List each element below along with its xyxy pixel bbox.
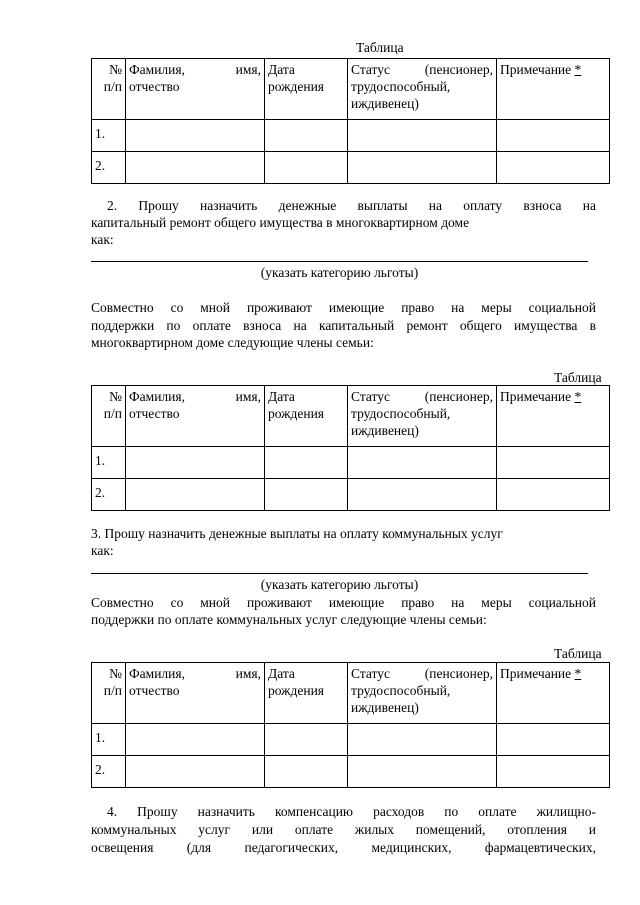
table-1-caption: Таблица (356, 40, 404, 55)
table-row: 1. (92, 120, 610, 152)
family-table-1 (91, 58, 610, 184)
footnote-link[interactable]: * (574, 62, 582, 77)
name-cell[interactable] (126, 152, 265, 184)
dob-cell[interactable] (265, 120, 348, 152)
header-status: Статус (пенсионер, трудоспособный, иждивенец) (348, 59, 497, 120)
table-row: 2. (92, 152, 610, 184)
name-cell[interactable] (126, 447, 265, 479)
benefit-category-field-3[interactable] (91, 573, 588, 574)
dob-cell[interactable] (265, 756, 348, 788)
name-cell[interactable] (126, 479, 265, 511)
status-cell[interactable] (348, 756, 497, 788)
header-note: Примечание * (497, 663, 610, 724)
section-2-para-line-2: поддержки по оплате взноса на капитальный ремонт общего имущества в (91, 318, 596, 333)
section-2-para-line-1: Совместно со мной проживают имеющие право на меры социальной (91, 300, 596, 315)
section-2-line-1: 2. Прошу назначить денежные выплаты на оплату взноса на (107, 198, 596, 213)
dob-cell[interactable] (265, 152, 348, 184)
name-cell[interactable] (126, 120, 265, 152)
note-cell[interactable] (497, 724, 610, 756)
table-3-caption: Таблица (554, 646, 602, 661)
header-num: № п/п (92, 59, 126, 120)
note-cell[interactable] (497, 756, 610, 788)
family-table-3 (91, 662, 610, 788)
status-cell[interactable] (348, 479, 497, 511)
header-status: Статус (пенсионер, трудоспособный, иждивенец) (348, 663, 497, 724)
dob-cell[interactable] (265, 447, 348, 479)
note-cell[interactable] (497, 120, 610, 152)
header-name: Фамилия, имя, отчество (126, 386, 265, 447)
section-4-line-1: 4. Прошу назначить компенсацию расходов по оплате жилищно- (107, 804, 596, 819)
section-3-hint: (указать категорию льготы) (260, 577, 419, 592)
note-cell[interactable] (497, 479, 610, 511)
section-4-line-2: коммунальных услуг или оплате жилых помещений, отопления и (91, 822, 596, 837)
section-2-para-line-3: многоквартирном доме следующие члены семьи: (91, 335, 374, 350)
section-3-line-1: 3. Прошу назначить денежные выплаты на оплату коммунальных услуг (91, 526, 503, 541)
status-cell[interactable] (348, 152, 497, 184)
name-cell[interactable] (126, 724, 265, 756)
table-row: 1. (92, 724, 610, 756)
section-2-hint: (указать категорию льготы) (260, 265, 419, 280)
header-name: Фамилия, имя, отчество (126, 663, 265, 724)
name-cell[interactable] (126, 756, 265, 788)
footnote-link[interactable]: * (574, 389, 582, 404)
dob-cell[interactable] (265, 724, 348, 756)
status-cell[interactable] (348, 120, 497, 152)
status-cell[interactable] (348, 724, 497, 756)
status-cell[interactable] (348, 447, 497, 479)
footnote-link[interactable]: * (574, 666, 582, 681)
header-dob: Дата рождения (265, 386, 348, 447)
note-cell[interactable] (497, 447, 610, 479)
header-note: Примечание * (497, 386, 610, 447)
dob-cell[interactable] (265, 479, 348, 511)
header-status: Статус (пенсионер, трудоспособный, иждивенец) (348, 386, 497, 447)
section-2-line-3: как: (91, 232, 114, 247)
table-row: 2. (92, 479, 610, 511)
section-4-line-3: освещения (для педагогических, медицинских, фармацевтических, (91, 840, 596, 855)
header-note: Примечание * (497, 59, 610, 120)
family-table-2 (91, 385, 610, 511)
header-name: Фамилия, имя, отчество (126, 59, 265, 120)
benefit-category-field-2[interactable] (91, 261, 588, 262)
header-num: № п/п (92, 386, 126, 447)
table-row: 2. (92, 756, 610, 788)
section-3-para-line-2: поддержки по оплате коммунальных услуг следующие члены семьи: (91, 612, 487, 627)
section-2-line-2: капитальный ремонт общего имущества в многоквартирном доме (91, 215, 470, 230)
section-3-para-line-1: Совместно со мной проживают имеющие право на меры социальной (91, 595, 596, 610)
section-3-line-2: как: (91, 543, 114, 558)
header-dob: Дата рождения (265, 663, 348, 724)
table-2-caption: Таблица (554, 370, 602, 385)
note-cell[interactable] (497, 152, 610, 184)
header-num: № п/п (92, 663, 126, 724)
header-dob: Дата рождения (265, 59, 348, 120)
table-row: 1. (92, 447, 610, 479)
